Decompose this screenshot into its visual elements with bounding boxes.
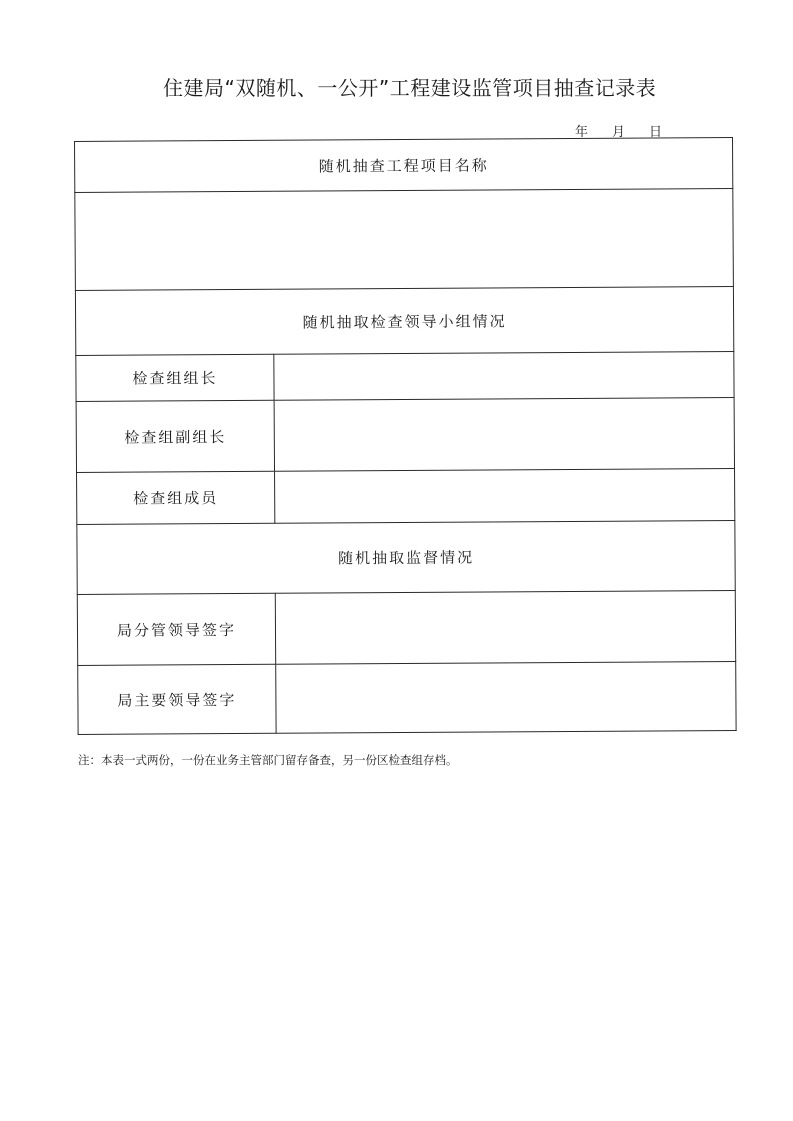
footnote: 注：本表一式两份，一份在业务主管部门留存备查，另一份区检查组存档。	[78, 753, 458, 767]
table-row	[77, 468, 735, 524]
main-leader-signature-field[interactable]	[276, 661, 736, 733]
project-name-header: 随机抽查工程项目名称	[75, 137, 733, 192]
main-leader-signature-label: 局主要领导签字	[78, 664, 276, 734]
date-day: 日	[649, 125, 663, 140]
supervision-header: 随机抽取监督情况	[77, 520, 735, 594]
team-leader-label: 检查组组长	[76, 354, 274, 401]
inspection-record-table	[74, 137, 737, 735]
table-row	[78, 661, 736, 734]
table-row	[77, 590, 735, 665]
project-name-field[interactable]	[75, 188, 734, 290]
deputy-leader-field[interactable]	[274, 397, 734, 471]
table-row	[75, 188, 734, 290]
table-row	[76, 397, 734, 472]
deputy-leader-label: 检查组副组长	[76, 400, 274, 472]
date-year: 年	[575, 125, 589, 140]
date-month: 月	[612, 125, 626, 140]
inspection-team-header: 随机抽取检查领导小组情况	[75, 286, 733, 355]
team-leader-field[interactable]	[274, 351, 734, 400]
form-title: 住建局“双随机、一公开”工程建设监管项目抽查记录表	[163, 76, 657, 100]
team-members-field[interactable]	[275, 468, 735, 523]
table-row	[75, 137, 733, 192]
table-row	[76, 351, 734, 401]
leader-in-charge-signature-label: 局分管领导签字	[77, 593, 275, 665]
table-row	[75, 286, 733, 355]
table-row	[77, 520, 735, 594]
leader-in-charge-signature-field[interactable]	[275, 590, 735, 664]
team-members-label: 检查组成员	[77, 471, 275, 524]
